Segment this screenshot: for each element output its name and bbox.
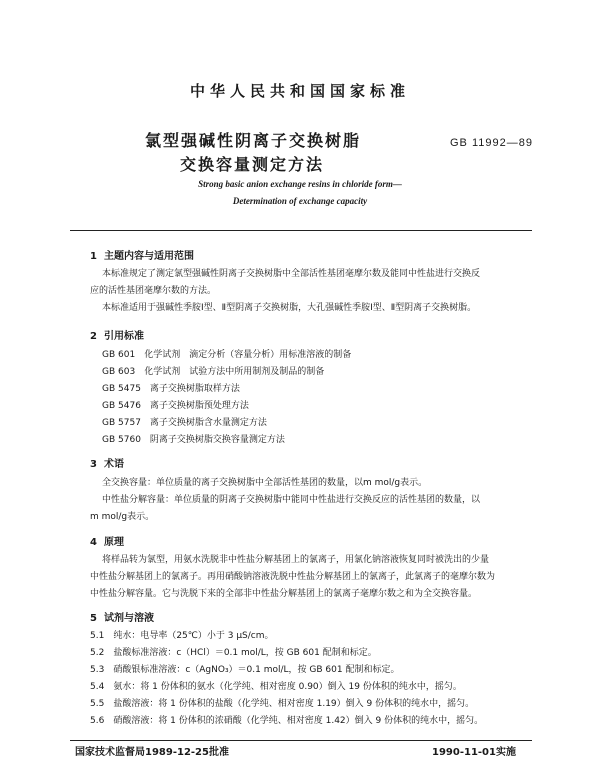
reference-item: GB 601 化学试剂 滴定分析（容量分析）用标准溶液的制备 bbox=[102, 350, 352, 360]
reagent-item: 5.2 盐酸标准溶液：c（HCl）＝0.1 mol/L，按 GB 601 配制和标定。 bbox=[90, 648, 377, 658]
implementation-date: 1990-11-01实施 bbox=[432, 747, 516, 758]
reference-item: GB 603 化学试剂 试验方法中所用制剂及制品的制备 bbox=[102, 367, 325, 377]
section-number: 4 bbox=[90, 537, 97, 548]
standard-code: GB 11992—89 bbox=[450, 137, 533, 149]
section-3-heading bbox=[90, 455, 124, 470]
section-title: 原理 bbox=[104, 537, 124, 548]
reagent-item: 5.4 氨水：将 1 份体积的氨水（化学纯、相对密度 0.90）倒入 19 份体积的纯水中，摇匀。 bbox=[90, 682, 462, 692]
paragraph-line: 中性盐分解容量：单位质量的阴离子交换树脂中能同中性盐进行交换反应的活性基团的数量，以 bbox=[102, 495, 481, 505]
section-2-heading bbox=[90, 327, 144, 342]
approval-date: 国家技术监督局1989-12-25批准 bbox=[75, 747, 229, 758]
reference-item: GB 5757 离子交换树脂含水量测定方法 bbox=[102, 418, 267, 428]
section-title: 主题内容与适用范围 bbox=[104, 251, 194, 262]
paragraph-line: 中性盐分解容量。它与洗脱下来的全部非中性盐分解基团上的氯离子毫摩尔数之和为全交换容量。 bbox=[90, 589, 478, 599]
section-title: 引用标准 bbox=[104, 331, 144, 342]
reagent-item: 5.5 盐酸溶液：将 1 份体积的盐酸（化学纯、相对密度 1.19）倒入 9 份体积的纯水中，摇匀。 bbox=[90, 699, 475, 709]
section-number: 1 bbox=[90, 251, 97, 262]
reagent-item: 5.1 纯水：电导率（25℃）小于 3 μS/cm。 bbox=[90, 631, 274, 641]
reference-item: GB 5475 离子交换树脂取样方法 bbox=[102, 384, 240, 394]
english-title-line2: Determination of exchange capacity bbox=[232, 196, 368, 206]
paragraph-line: 应的活性基团毫摩尔数的方法。 bbox=[90, 286, 217, 296]
paragraph-line: 全交换容量：单位质量的离子交换树脂中全部活性基团的数量，以m mol/g表示。 bbox=[102, 478, 428, 488]
section-title: 术语 bbox=[104, 459, 124, 470]
section-number: 2 bbox=[90, 331, 97, 342]
footer-divider bbox=[70, 740, 532, 741]
reagent-item: 5.3 硝酸银标准溶液：c（AgNO₃）＝0.1 mol/L，按 GB 601 配制和标定。 bbox=[90, 665, 400, 675]
reference-item: GB 5476 离子交换树脂预处理方法 bbox=[102, 401, 249, 411]
section-number: 3 bbox=[90, 459, 97, 470]
document-title-line2: 交换容量测定方法 bbox=[180, 155, 325, 174]
paragraph-line: 本标准规定了测定氯型强碱性阴离子交换树脂中全部活性基团毫摩尔数及能同中性盐进行交换反 bbox=[102, 269, 481, 279]
section-1-heading bbox=[90, 247, 194, 262]
section-5-heading bbox=[90, 609, 154, 624]
country-standard-line: 中华人民共和国国家标准 bbox=[189, 82, 410, 100]
section-4-heading bbox=[90, 533, 124, 548]
paragraph-line: 将样品转为氯型，用氨水洗脱非中性盐分解基团上的氯离子，用氯化钠溶液恢复同时被洗出的少量 bbox=[102, 555, 490, 565]
section-title: 试剂与溶液 bbox=[104, 613, 154, 624]
reagent-item: 5.6 硝酸溶液：将 1 份体积的浓硝酸（化学纯、相对密度 1.42）倒入 9 份体积的纯水中，摇匀。 bbox=[90, 716, 484, 726]
paragraph-line: 中性盐分解基团上的氯离子。再用硝酸钠溶液洗脱中性盐分解基团上的氯离子，此氯离子的毫摩尔数为 bbox=[90, 572, 496, 582]
paragraph-line: 本标准适用于强碱性季胺Ⅰ型、Ⅱ型阴离子交换树脂，大孔强碱性季胺Ⅰ型、Ⅱ型阴离子交换树脂。 bbox=[102, 303, 477, 313]
reference-item: GB 5760 阴离子交换树脂交换容量测定方法 bbox=[102, 435, 285, 445]
document-title-line1: 氯型强碱性阴离子交换树脂 bbox=[145, 131, 362, 150]
english-title-line1: Strong basic anion exchange resins in chloride form— bbox=[198, 179, 402, 189]
paragraph-line: m mol/g表示。 bbox=[90, 512, 155, 522]
header-divider bbox=[70, 230, 532, 231]
section-number: 5 bbox=[90, 613, 97, 624]
